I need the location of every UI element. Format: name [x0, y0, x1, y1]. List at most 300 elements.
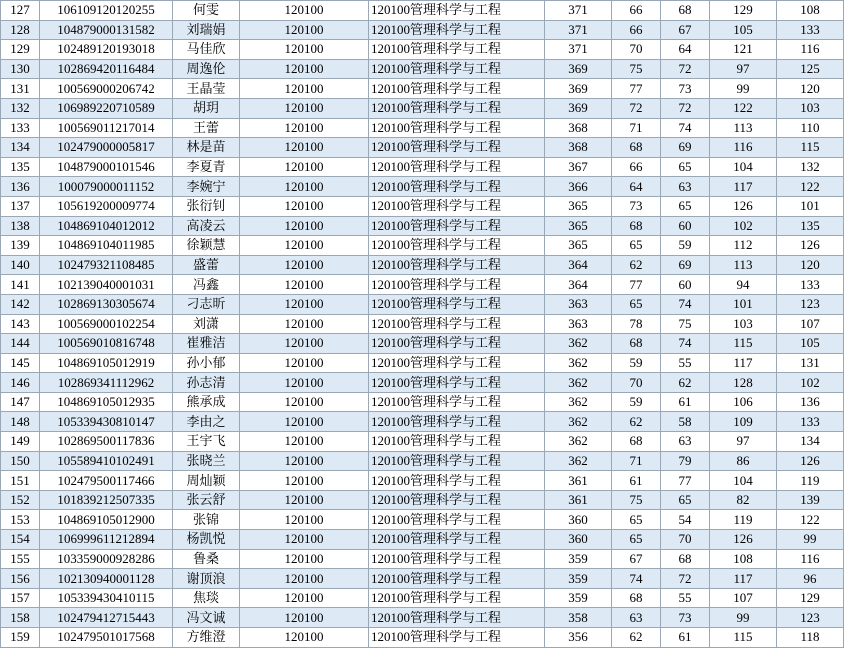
major-cell: 120100管理科学与工程 [369, 471, 545, 491]
table-row [1, 334, 844, 354]
rank-cell: 131 [1, 79, 40, 99]
score-4-cell: 108 [777, 1, 844, 21]
score-2-cell: 72 [661, 98, 710, 118]
major-code-cell: 120100 [240, 530, 369, 550]
total-score-cell: 365 [545, 216, 612, 236]
score-4-cell: 105 [777, 334, 844, 354]
score-1-cell: 77 [612, 79, 661, 99]
score-3-cell: 99 [710, 79, 777, 99]
score-3-cell: 97 [710, 59, 777, 79]
score-2-cell: 55 [661, 353, 710, 373]
exam-id-cell: 106999611212894 [40, 530, 173, 550]
table-row [1, 40, 844, 60]
name-cell: 李由之 [173, 412, 240, 432]
major-code-cell: 120100 [240, 255, 369, 275]
score-2-cell: 58 [661, 412, 710, 432]
score-3-cell: 126 [710, 530, 777, 550]
name-cell: 刁志昕 [173, 294, 240, 314]
rank-cell: 151 [1, 471, 40, 491]
score-1-cell: 77 [612, 275, 661, 295]
major-cell: 120100管理科学与工程 [369, 392, 545, 412]
name-cell: 徐颖慧 [173, 236, 240, 256]
score-1-cell: 73 [612, 196, 661, 216]
exam-id-cell: 102479000005817 [40, 138, 173, 158]
score-1-cell: 66 [612, 1, 661, 21]
score-3-cell: 82 [710, 490, 777, 510]
name-cell: 冯鑫 [173, 275, 240, 295]
name-cell: 张衍钊 [173, 196, 240, 216]
score-2-cell: 61 [661, 392, 710, 412]
score-2-cell: 60 [661, 216, 710, 236]
rank-cell: 152 [1, 490, 40, 510]
exam-id-cell: 102869130305674 [40, 294, 173, 314]
table-row [1, 588, 844, 608]
table-row [1, 177, 844, 197]
table-row [1, 628, 844, 648]
major-cell: 120100管理科学与工程 [369, 490, 545, 510]
score-3-cell: 112 [710, 236, 777, 256]
score-1-cell: 66 [612, 157, 661, 177]
score-4-cell: 99 [777, 530, 844, 550]
major-cell: 120100管理科学与工程 [369, 569, 545, 589]
major-cell: 120100管理科学与工程 [369, 216, 545, 236]
table-row [1, 353, 844, 373]
major-code-cell: 120100 [240, 510, 369, 530]
score-2-cell: 72 [661, 569, 710, 589]
total-score-cell: 371 [545, 20, 612, 40]
score-2-cell: 72 [661, 59, 710, 79]
name-cell: 刘瑞娟 [173, 20, 240, 40]
rank-cell: 148 [1, 412, 40, 432]
score-3-cell: 119 [710, 510, 777, 530]
total-score-cell: 363 [545, 294, 612, 314]
total-score-cell: 364 [545, 255, 612, 275]
total-score-cell: 368 [545, 138, 612, 158]
name-cell: 方维澄 [173, 628, 240, 648]
score-2-cell: 65 [661, 157, 710, 177]
major-cell: 120100管理科学与工程 [369, 451, 545, 471]
major-code-cell: 120100 [240, 314, 369, 334]
rank-cell: 144 [1, 334, 40, 354]
major-cell: 120100管理科学与工程 [369, 510, 545, 530]
score-4-cell: 116 [777, 40, 844, 60]
score-4-cell: 133 [777, 275, 844, 295]
table-row [1, 196, 844, 216]
exam-id-cell: 100079000011152 [40, 177, 173, 197]
score-1-cell: 74 [612, 569, 661, 589]
major-cell: 120100管理科学与工程 [369, 588, 545, 608]
score-4-cell: 101 [777, 196, 844, 216]
total-score-cell: 362 [545, 353, 612, 373]
major-cell: 120100管理科学与工程 [369, 236, 545, 256]
score-1-cell: 59 [612, 353, 661, 373]
rank-cell: 130 [1, 59, 40, 79]
score-2-cell: 73 [661, 608, 710, 628]
score-4-cell: 136 [777, 392, 844, 412]
table-row [1, 569, 844, 589]
exam-id-cell: 104879000101546 [40, 157, 173, 177]
table-row [1, 1, 844, 21]
total-score-cell: 362 [545, 373, 612, 393]
score-1-cell: 71 [612, 118, 661, 138]
major-code-cell: 120100 [240, 549, 369, 569]
total-score-cell: 369 [545, 59, 612, 79]
score-2-cell: 59 [661, 236, 710, 256]
major-code-cell: 120100 [240, 40, 369, 60]
major-cell: 120100管理科学与工程 [369, 138, 545, 158]
major-cell: 120100管理科学与工程 [369, 20, 545, 40]
exam-id-cell: 105339430410115 [40, 588, 173, 608]
name-cell: 周灿颖 [173, 471, 240, 491]
score-3-cell: 122 [710, 98, 777, 118]
score-1-cell: 75 [612, 59, 661, 79]
score-1-cell: 72 [612, 98, 661, 118]
major-code-cell: 120100 [240, 98, 369, 118]
score-4-cell: 120 [777, 79, 844, 99]
score-3-cell: 104 [710, 471, 777, 491]
rank-cell: 132 [1, 98, 40, 118]
major-cell: 120100管理科学与工程 [369, 98, 545, 118]
major-code-cell: 120100 [240, 216, 369, 236]
rank-cell: 146 [1, 373, 40, 393]
score-3-cell: 117 [710, 353, 777, 373]
score-3-cell: 121 [710, 40, 777, 60]
exam-id-cell: 103359000928286 [40, 549, 173, 569]
total-score-cell: 368 [545, 118, 612, 138]
major-cell: 120100管理科学与工程 [369, 373, 545, 393]
score-2-cell: 75 [661, 314, 710, 334]
score-3-cell: 109 [710, 412, 777, 432]
major-cell: 120100管理科学与工程 [369, 530, 545, 550]
total-score-cell: 364 [545, 275, 612, 295]
name-cell: 胡玥 [173, 98, 240, 118]
major-code-cell: 120100 [240, 432, 369, 452]
score-4-cell: 120 [777, 255, 844, 275]
rank-cell: 150 [1, 451, 40, 471]
table-row [1, 412, 844, 432]
score-4-cell: 110 [777, 118, 844, 138]
major-code-cell: 120100 [240, 451, 369, 471]
exam-id-cell: 102869420116484 [40, 59, 173, 79]
score-4-cell: 126 [777, 451, 844, 471]
score-1-cell: 65 [612, 530, 661, 550]
rank-cell: 147 [1, 392, 40, 412]
score-2-cell: 61 [661, 628, 710, 648]
score-1-cell: 62 [612, 255, 661, 275]
score-3-cell: 113 [710, 255, 777, 275]
rank-cell: 156 [1, 569, 40, 589]
total-score-cell: 360 [545, 530, 612, 550]
score-4-cell: 107 [777, 314, 844, 334]
name-cell: 马佳欣 [173, 40, 240, 60]
score-1-cell: 68 [612, 334, 661, 354]
score-4-cell: 116 [777, 549, 844, 569]
score-1-cell: 64 [612, 177, 661, 197]
score-1-cell: 61 [612, 471, 661, 491]
score-1-cell: 68 [612, 588, 661, 608]
rank-cell: 158 [1, 608, 40, 628]
table-row [1, 490, 844, 510]
exam-id-cell: 100569000102254 [40, 314, 173, 334]
name-cell: 谢顶浪 [173, 569, 240, 589]
score-2-cell: 74 [661, 294, 710, 314]
score-2-cell: 63 [661, 432, 710, 452]
table-row [1, 510, 844, 530]
total-score-cell: 359 [545, 588, 612, 608]
major-cell: 120100管理科学与工程 [369, 334, 545, 354]
major-code-cell: 120100 [240, 373, 369, 393]
major-cell: 120100管理科学与工程 [369, 353, 545, 373]
major-code-cell: 120100 [240, 608, 369, 628]
major-cell: 120100管理科学与工程 [369, 275, 545, 295]
table-row [1, 98, 844, 118]
major-code-cell: 120100 [240, 157, 369, 177]
score-2-cell: 64 [661, 40, 710, 60]
name-cell: 熊承成 [173, 392, 240, 412]
score-2-cell: 62 [661, 373, 710, 393]
major-cell: 120100管理科学与工程 [369, 157, 545, 177]
score-2-cell: 63 [661, 177, 710, 197]
major-cell: 120100管理科学与工程 [369, 314, 545, 334]
major-code-cell: 120100 [240, 196, 369, 216]
total-score-cell: 369 [545, 79, 612, 99]
name-cell: 杨凯悦 [173, 530, 240, 550]
total-score-cell: 362 [545, 432, 612, 452]
major-code-cell: 120100 [240, 334, 369, 354]
score-4-cell: 131 [777, 353, 844, 373]
exam-id-cell: 101839212507335 [40, 490, 173, 510]
major-code-cell: 120100 [240, 294, 369, 314]
score-2-cell: 67 [661, 20, 710, 40]
score-2-cell: 74 [661, 118, 710, 138]
name-cell: 林是苗 [173, 138, 240, 158]
score-3-cell: 108 [710, 549, 777, 569]
name-cell: 刘潇 [173, 314, 240, 334]
name-cell: 张云舒 [173, 490, 240, 510]
exam-id-cell: 105339430810147 [40, 412, 173, 432]
exam-id-cell: 104879000131582 [40, 20, 173, 40]
major-code-cell: 120100 [240, 628, 369, 648]
total-score-cell: 365 [545, 196, 612, 216]
score-4-cell: 122 [777, 510, 844, 530]
score-1-cell: 68 [612, 432, 661, 452]
score-4-cell: 139 [777, 490, 844, 510]
total-score-cell: 365 [545, 236, 612, 256]
rank-cell: 154 [1, 530, 40, 550]
score-1-cell: 63 [612, 608, 661, 628]
exam-id-cell: 102869341112962 [40, 373, 173, 393]
score-1-cell: 70 [612, 373, 661, 393]
score-4-cell: 119 [777, 471, 844, 491]
rank-cell: 149 [1, 432, 40, 452]
table-row [1, 608, 844, 628]
score-1-cell: 65 [612, 510, 661, 530]
major-cell: 120100管理科学与工程 [369, 1, 545, 21]
major-code-cell: 120100 [240, 569, 369, 589]
rank-cell: 136 [1, 177, 40, 197]
score-3-cell: 105 [710, 20, 777, 40]
major-code-cell: 120100 [240, 588, 369, 608]
name-cell: 鲁桑 [173, 549, 240, 569]
table-row [1, 451, 844, 471]
score-3-cell: 126 [710, 196, 777, 216]
score-2-cell: 60 [661, 275, 710, 295]
major-cell: 120100管理科学与工程 [369, 118, 545, 138]
exam-id-cell: 100569011217014 [40, 118, 173, 138]
table-row [1, 275, 844, 295]
total-score-cell: 361 [545, 471, 612, 491]
score-3-cell: 117 [710, 177, 777, 197]
major-code-cell: 120100 [240, 79, 369, 99]
table-row [1, 432, 844, 452]
exam-id-cell: 104869104012012 [40, 216, 173, 236]
table-row [1, 79, 844, 99]
score-4-cell: 133 [777, 412, 844, 432]
major-cell: 120100管理科学与工程 [369, 549, 545, 569]
table-row [1, 157, 844, 177]
name-cell: 王晶莹 [173, 79, 240, 99]
score-1-cell: 66 [612, 20, 661, 40]
score-4-cell: 123 [777, 294, 844, 314]
score-2-cell: 55 [661, 588, 710, 608]
table-row [1, 216, 844, 236]
score-4-cell: 103 [777, 98, 844, 118]
name-cell: 孙小郁 [173, 353, 240, 373]
major-code-cell: 120100 [240, 353, 369, 373]
score-2-cell: 73 [661, 79, 710, 99]
score-3-cell: 99 [710, 608, 777, 628]
total-score-cell: 361 [545, 490, 612, 510]
rank-cell: 153 [1, 510, 40, 530]
exam-id-cell: 104869105012935 [40, 392, 173, 412]
score-1-cell: 70 [612, 40, 661, 60]
major-code-cell: 120100 [240, 471, 369, 491]
score-4-cell: 135 [777, 216, 844, 236]
score-3-cell: 115 [710, 334, 777, 354]
score-2-cell: 69 [661, 138, 710, 158]
score-3-cell: 128 [710, 373, 777, 393]
major-cell: 120100管理科学与工程 [369, 294, 545, 314]
major-cell: 120100管理科学与工程 [369, 59, 545, 79]
total-score-cell: 359 [545, 549, 612, 569]
score-1-cell: 78 [612, 314, 661, 334]
name-cell: 焦琰 [173, 588, 240, 608]
rank-cell: 138 [1, 216, 40, 236]
name-cell: 李夏青 [173, 157, 240, 177]
score-2-cell: 65 [661, 196, 710, 216]
score-4-cell: 134 [777, 432, 844, 452]
score-2-cell: 74 [661, 334, 710, 354]
score-1-cell: 59 [612, 392, 661, 412]
rank-cell: 140 [1, 255, 40, 275]
major-code-cell: 120100 [240, 177, 369, 197]
table-row [1, 471, 844, 491]
total-score-cell: 371 [545, 40, 612, 60]
total-score-cell: 359 [545, 569, 612, 589]
name-cell: 张锦 [173, 510, 240, 530]
total-score-cell: 371 [545, 1, 612, 21]
name-cell: 张晓兰 [173, 451, 240, 471]
exam-id-cell: 102869500117836 [40, 432, 173, 452]
score-3-cell: 102 [710, 216, 777, 236]
name-cell: 崔雅洁 [173, 334, 240, 354]
table-row [1, 392, 844, 412]
score-3-cell: 116 [710, 138, 777, 158]
major-code-cell: 120100 [240, 236, 369, 256]
score-1-cell: 65 [612, 294, 661, 314]
score-table-body [1, 1, 844, 648]
score-4-cell: 133 [777, 20, 844, 40]
major-code-cell: 120100 [240, 1, 369, 21]
name-cell: 王蕾 [173, 118, 240, 138]
exam-id-cell: 105619200009774 [40, 196, 173, 216]
exam-id-cell: 102130940001128 [40, 569, 173, 589]
rank-cell: 145 [1, 353, 40, 373]
score-4-cell: 125 [777, 59, 844, 79]
major-cell: 120100管理科学与工程 [369, 196, 545, 216]
exam-id-cell: 102479501017568 [40, 628, 173, 648]
exam-id-cell: 104869105012900 [40, 510, 173, 530]
exam-id-cell: 102479500117466 [40, 471, 173, 491]
score-3-cell: 97 [710, 432, 777, 452]
rank-cell: 139 [1, 236, 40, 256]
score-4-cell: 123 [777, 608, 844, 628]
table-row [1, 20, 844, 40]
name-cell: 孙志清 [173, 373, 240, 393]
rank-cell: 143 [1, 314, 40, 334]
exam-id-cell: 106989220710589 [40, 98, 173, 118]
rank-cell: 141 [1, 275, 40, 295]
exam-id-cell: 102479412715443 [40, 608, 173, 628]
score-2-cell: 79 [661, 451, 710, 471]
score-1-cell: 62 [612, 412, 661, 432]
score-1-cell: 71 [612, 451, 661, 471]
major-code-cell: 120100 [240, 275, 369, 295]
score-1-cell: 68 [612, 138, 661, 158]
rank-cell: 135 [1, 157, 40, 177]
score-2-cell: 68 [661, 1, 710, 21]
major-code-cell: 120100 [240, 59, 369, 79]
score-4-cell: 118 [777, 628, 844, 648]
score-1-cell: 75 [612, 490, 661, 510]
rank-cell: 127 [1, 1, 40, 21]
name-cell: 周逸伦 [173, 59, 240, 79]
exam-id-cell: 100569010816748 [40, 334, 173, 354]
exam-id-cell: 104869104011985 [40, 236, 173, 256]
exam-id-cell: 102479321108485 [40, 255, 173, 275]
table-row [1, 314, 844, 334]
table-row [1, 236, 844, 256]
score-3-cell: 106 [710, 392, 777, 412]
rank-cell: 137 [1, 196, 40, 216]
rank-cell: 134 [1, 138, 40, 158]
name-cell: 盛蕾 [173, 255, 240, 275]
total-score-cell: 362 [545, 412, 612, 432]
table-row [1, 294, 844, 314]
table-row [1, 530, 844, 550]
score-3-cell: 86 [710, 451, 777, 471]
major-cell: 120100管理科学与工程 [369, 79, 545, 99]
major-cell: 120100管理科学与工程 [369, 412, 545, 432]
major-cell: 120100管理科学与工程 [369, 40, 545, 60]
table-row [1, 138, 844, 158]
score-3-cell: 104 [710, 157, 777, 177]
score-4-cell: 102 [777, 373, 844, 393]
total-score-cell: 362 [545, 451, 612, 471]
major-cell: 120100管理科学与工程 [369, 628, 545, 648]
exam-id-cell: 105589410102491 [40, 451, 173, 471]
score-3-cell: 94 [710, 275, 777, 295]
